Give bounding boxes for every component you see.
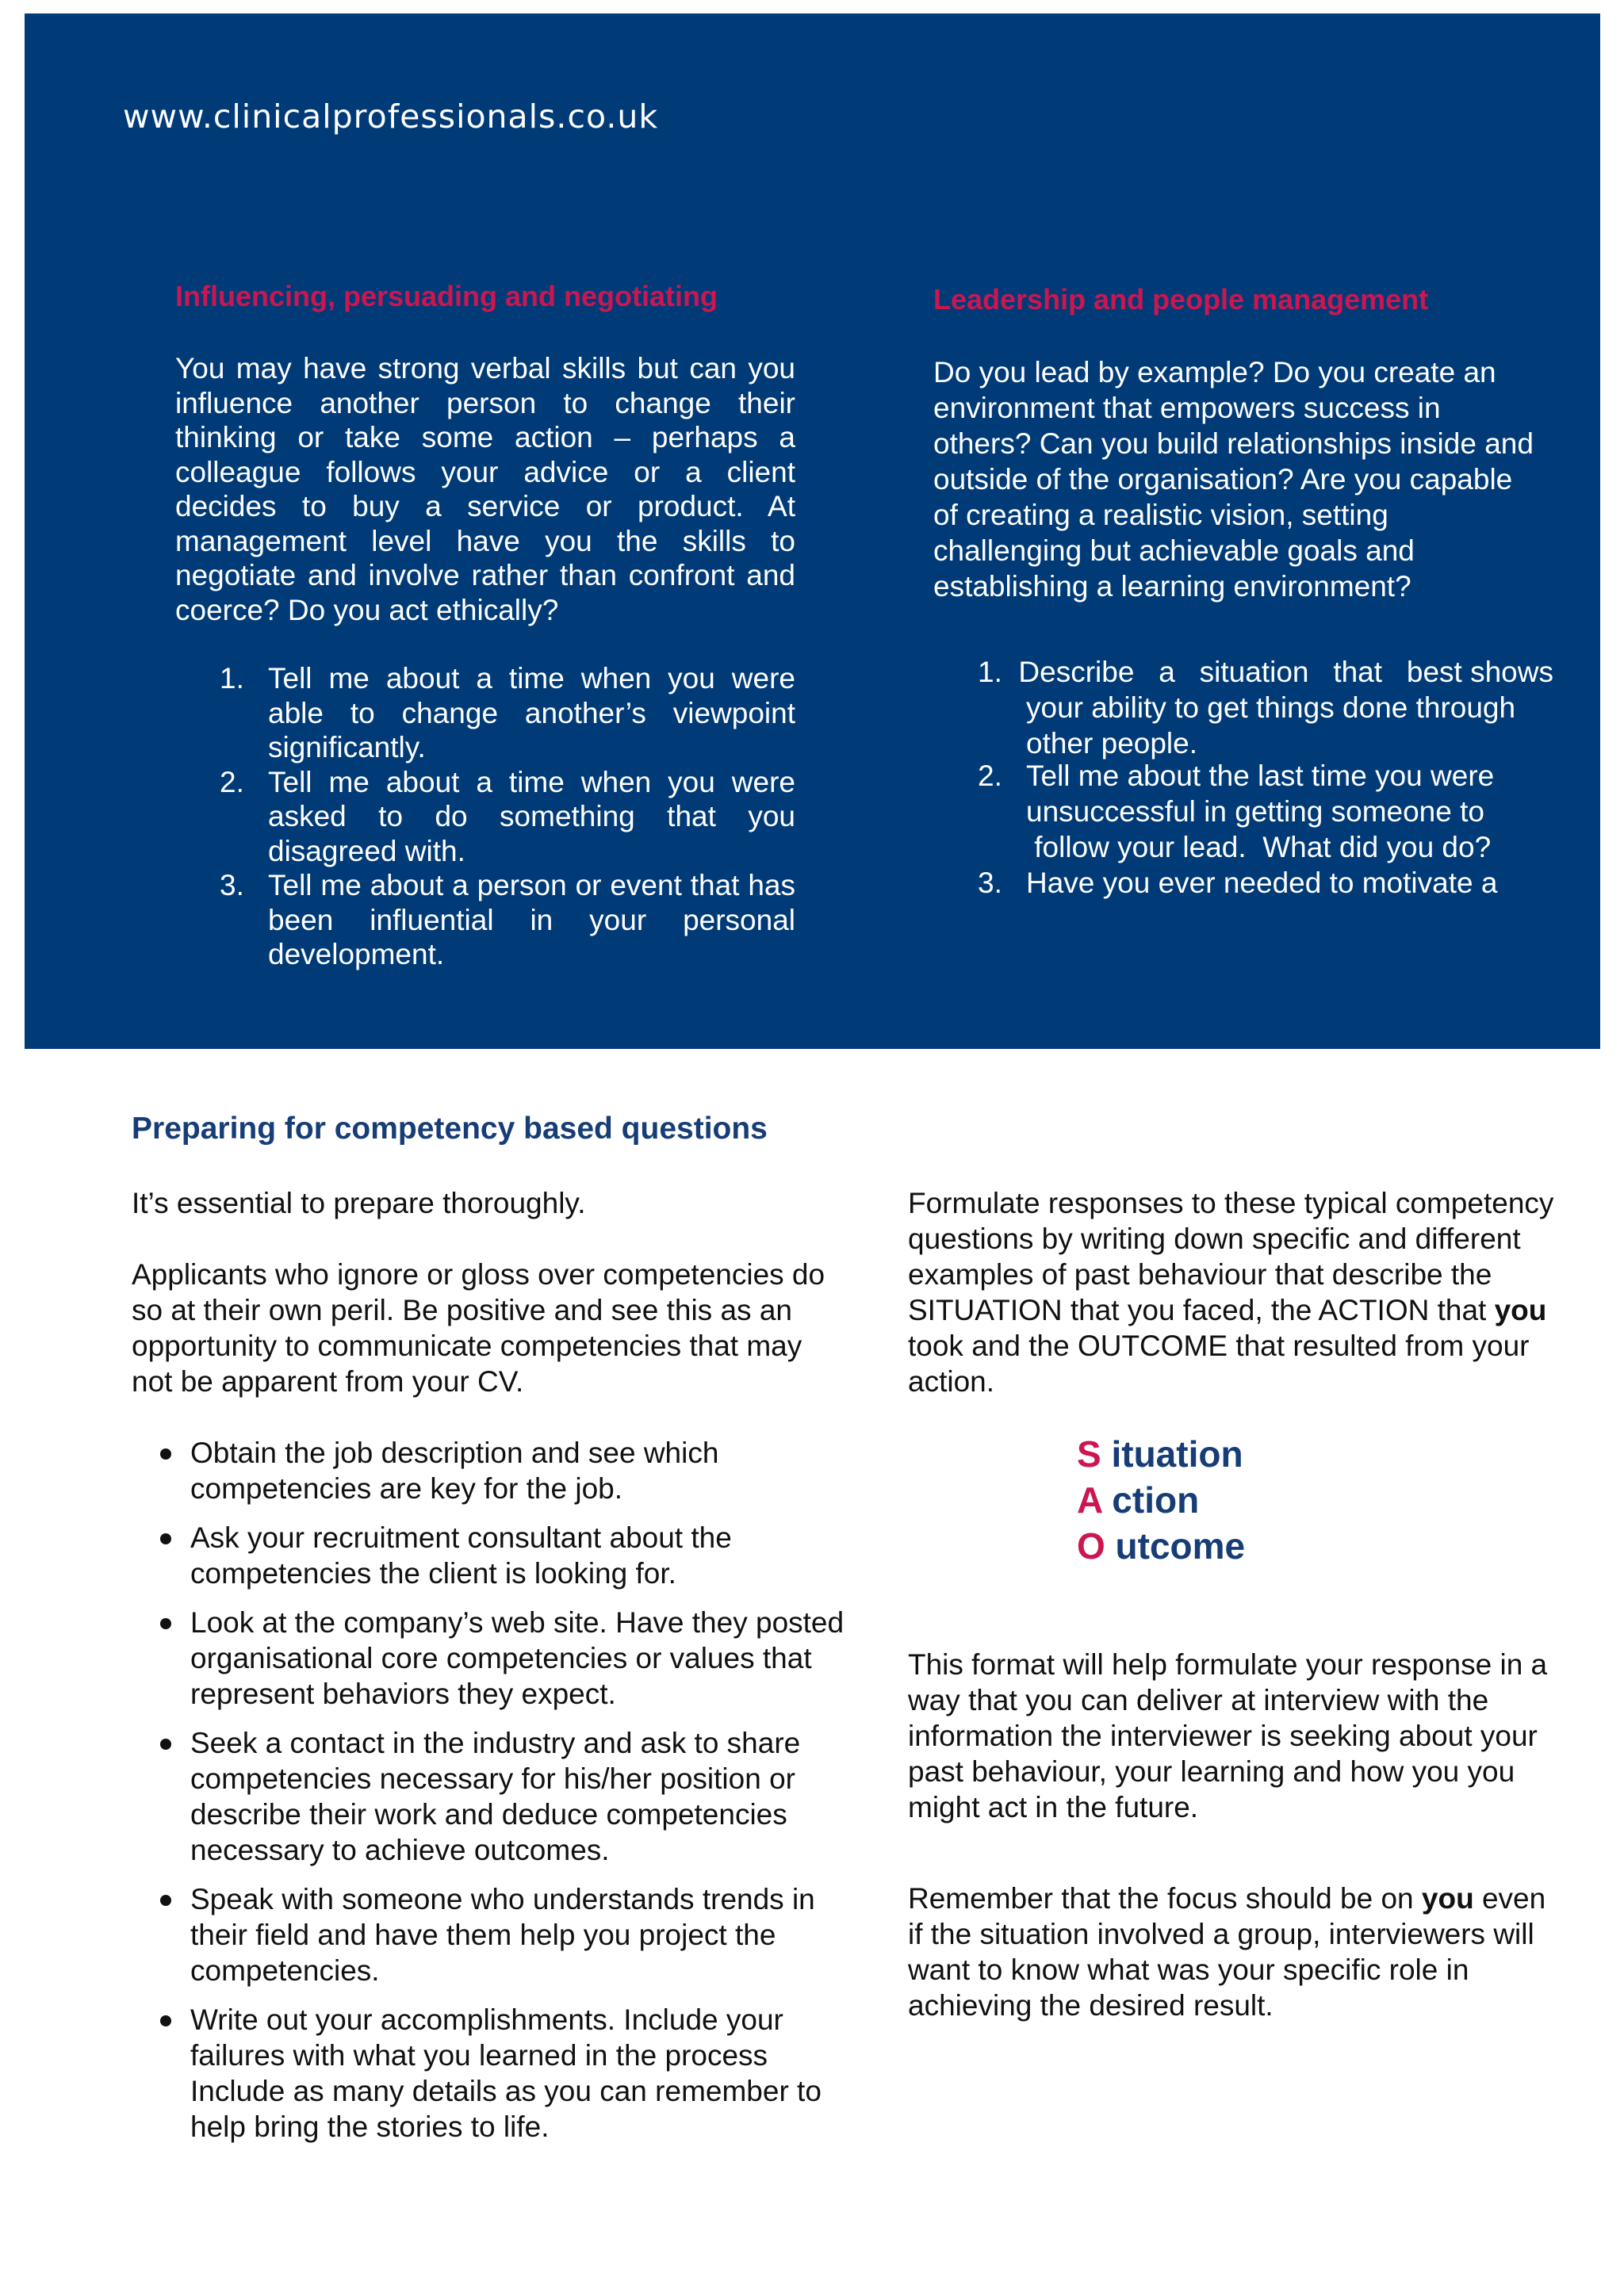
leadership-questions <box>933 654 1553 901</box>
tip-item <box>132 1881 845 1988</box>
header-banner <box>25 13 1600 1049</box>
tips-list <box>132 1435 845 2145</box>
remember-text: even if the situation involved a group, interviewers will want to know what was your specific role in achieving the desired result. <box>908 1882 1546 2022</box>
website-url[interactable]: www.clinicalprofessionals.co.uk <box>123 98 659 136</box>
formulate-paragraph <box>908 1185 1566 1399</box>
bullet-icon <box>160 1895 171 1906</box>
formulate-text: Formulate responses to these typical competency questions by writing down specific and different examples of past behaviour that describe the SITUATION that you faced, the ACTION that <box>908 1187 1554 1326</box>
tip-text: Obtain the job description and see which competencies are key for the job. <box>190 1437 719 1505</box>
bullet-icon <box>160 1448 171 1460</box>
leadership-section <box>933 281 1553 901</box>
question-item <box>175 765 795 869</box>
sao-word: ituation <box>1101 1433 1243 1475</box>
question-text: Tell me about a time when you were able to change another’s viewpoint significantly. <box>268 662 795 763</box>
sao-letter: S <box>1077 1433 1101 1475</box>
remember-paragraph <box>908 1881 1566 2023</box>
leadership-q2-line: unsuccessful in getting someone to <box>1026 795 1484 828</box>
tip-item <box>132 1605 845 1712</box>
question-item <box>175 868 795 972</box>
preparing-left-column <box>132 1185 845 2158</box>
leadership-q3-line: Have you ever needed to motivate a <box>1026 867 1498 899</box>
question-number: 2. <box>220 765 244 798</box>
formulate-emphasis: you <box>1494 1294 1547 1326</box>
tip-item <box>132 1435 845 1506</box>
tip-text: Speak with someone who understands trends in their field and have them help you project the competencies. <box>190 1883 815 1987</box>
tip-item <box>132 1520 845 1591</box>
sao-outcome <box>908 1523 1566 1569</box>
bullet-icon <box>160 1739 171 1750</box>
leadership-q1-line: 1. Describe a situation that best shows <box>978 656 1553 688</box>
question-text: Tell me about a time when you were asked to do something that you disagreed with. <box>268 765 795 867</box>
tip-text: Ask your recruitment consultant about the competencies the client is looking for. <box>190 1521 732 1590</box>
preparing-right-column <box>908 1185 1566 2023</box>
leadership-q1-line: your ability to get things done through <box>1026 691 1516 724</box>
sao-word: utcome <box>1105 1525 1246 1567</box>
leadership-intro: Do you lead by example? Do you create an environment that empowers success in others? Can you build relationships inside and outside of the organisation? Are you capable of creating a realistic vision, setting challenging but achievable goals and establishing a learning environment? <box>933 356 1534 603</box>
sao-word: ction <box>1101 1479 1200 1521</box>
sao-situation <box>908 1431 1566 1477</box>
bullet-icon <box>160 2015 171 2026</box>
preparing-paragraph: Applicants who ignore or gloss over competencies do so at their own peril. Be positive and see this as an opportunity to communicate competencies that may not be apparent from your CV. <box>132 1258 825 1398</box>
influencing-intro: You may have strong verbal skills but can you influence another person to change their thinking or take some action – perhaps a colleague follows your advice or a client decides to buy a service or product. At management level have you the skills to negotiate and involve rather than confront and coerce? Do you act ethically? <box>175 352 795 626</box>
bullet-icon <box>160 1533 171 1544</box>
question-number: 3. <box>220 869 244 901</box>
influencing-questions <box>175 661 795 972</box>
leadership-q2-line: Tell me about the last time you were <box>1026 760 1495 792</box>
sao-letter: A <box>1077 1479 1102 1521</box>
tip-text: Look at the company’s web site. Have they posted organisational core competencies or values that represent behaviors they expect. <box>190 1606 845 1710</box>
leadership-q1-line: other people. <box>1026 727 1198 760</box>
question-item <box>175 661 795 765</box>
influencing-heading: Influencing, persuading and negotiating <box>175 280 718 312</box>
leadership-q2-line: follow your lead. What did you do? <box>1026 831 1492 863</box>
tip-item <box>132 1725 845 1868</box>
remember-emphasis: you <box>1421 1882 1474 1915</box>
sao-action <box>908 1477 1566 1523</box>
tip-item <box>132 2002 845 2145</box>
remember-text: Remember that the focus should be on <box>908 1882 1422 1915</box>
question-number: 3. <box>978 867 1002 899</box>
sao-acronym <box>908 1431 1566 1569</box>
question-number: 2. <box>978 760 1002 792</box>
influencing-section <box>175 277 795 972</box>
format-paragraph: This format will help formulate your response in a way that you can deliver at interview with the information the interviewer is seeking about your past behaviour, your learning and how you you might act in the future. <box>908 1648 1548 1823</box>
preparing-title: Preparing for competency based questions <box>132 1112 768 1146</box>
preparing-intro: It’s essential to prepare thoroughly. <box>132 1187 586 1219</box>
question-text: Tell me about a person or event that has been influential in your personal development. <box>268 869 795 970</box>
leadership-heading: Leadership and people management <box>933 283 1429 316</box>
tip-text: Write out your accomplishments. Include your failures with what you learned in the process Include as many details as you can remember to help bring the stories to life. <box>190 2003 822 2143</box>
sao-letter: O <box>1077 1525 1105 1567</box>
formulate-text: took and the OUTCOME that resulted from your action. <box>908 1330 1530 1398</box>
bullet-icon <box>160 1618 171 1629</box>
tip-text: Seek a contact in the industry and ask to share competencies necessary for his/her position or describe their work and deduce competencies necessary to achieve outcomes. <box>190 1727 801 1866</box>
question-number: 1. <box>220 662 244 695</box>
